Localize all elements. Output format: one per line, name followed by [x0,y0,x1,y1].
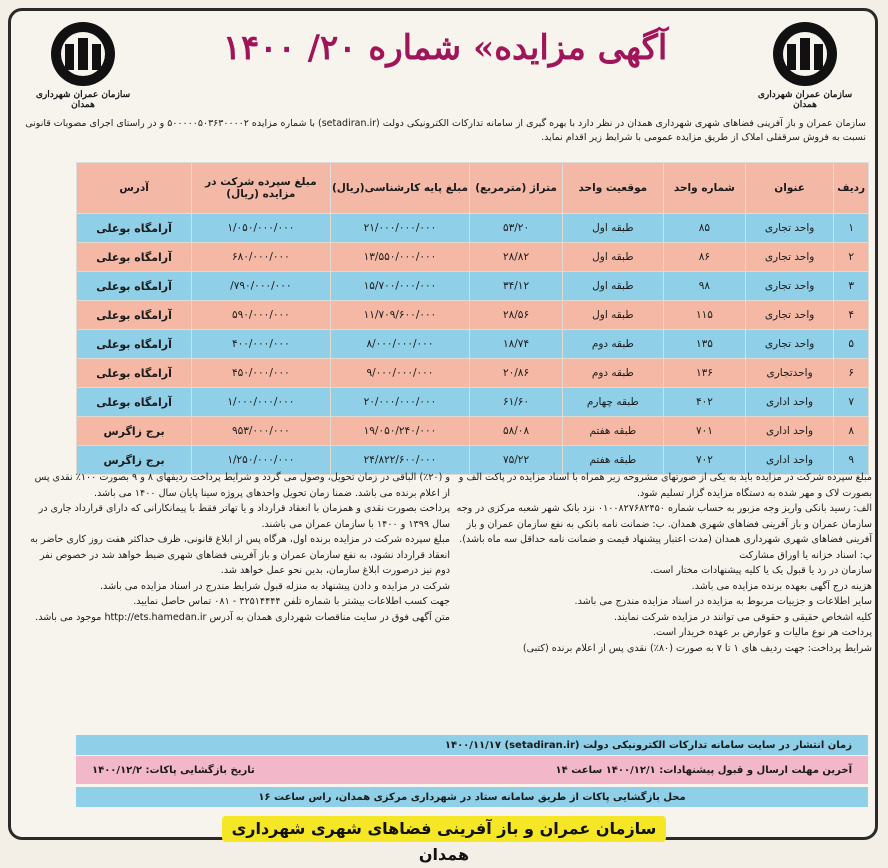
cell-unit-location: طبقه اول [562,214,663,243]
table-row [77,359,869,388]
table-header-row [77,163,869,214]
cell-base-price: ۲۱/۰۰۰/۰۰۰/۰۰۰ [330,214,470,243]
cell-area: ۲۸/۸۲ [470,243,562,272]
cell-unit-location: طبقه هفتم [562,446,663,475]
cell-deposit: ۷۹۰/۰۰۰/۰۰۰/ [192,272,330,301]
cell-deposit: ۴۰۰/۰۰۰/۰۰۰ [192,330,330,359]
cell-unit-number: ۷۰۲ [663,446,745,475]
cell-unit-number: ۸۶ [663,243,745,272]
organization-logo-left [28,18,138,113]
term-item: مبلغ سپرده شرکت در مزایده برنده اول، هرگاه پس از ابلاغ قانونی، ظرف حداکثر هفت روز کاری حاضر به انعقاد قرارداد نشود، به نفع سازمان عمران و باز آفرینی فضاهای شهری ضبط خواهد شد در خصوص نفر دوم نیز درصورت ابلاغ سازمان، بدین نحو عمل خواهد شد. [30,534,450,576]
header-area: متراژ (مترمربع) [470,163,562,214]
term-item: الف: رسید بانکی واریز وجه مزبور به حساب شماره ۰۱۰۰۸۲۷۶۸۲۴۵۰ نزد بانک شهر شعبه مرکزی در وجه سازمان عمران و باز آفرینی فضاهای شهری همدان. ب: ضمانت نامه بانکی به نفع سازمان عمران و باز آفرینی فضاهای شهری شهرداری همدان (مدت اعتبار پیشنهاد قیمت و ضمانت نامه حداقل سه ماه باشد). پ: اسناد خزانه یا اوراق مشارکت [456,503,872,561]
cell-row-number: ۸ [834,417,869,446]
term-item: سازمان در رد یا قبول یک یا کلیه پیشنهادات مختار است. [650,565,872,576]
cell-unit-location: طبقه اول [562,272,663,301]
cell-address: برج زاگرس [77,417,192,446]
cell-unit-number: ۴۰۲ [663,388,745,417]
footer-organization-name: سازمان عمران و باز آفرینی فضاهای شهری شهرداری همدان [222,816,666,842]
cell-title: واحد تجاری [745,301,833,330]
term-item: کلیه اشخاص حقیقی و حقوقی می توانند در مزایده شرکت نمایند. [613,611,872,623]
cell-area: ۶۱/۶۰ [470,388,562,417]
cell-title: واحد اداری [745,417,833,446]
terms-left-column [30,470,450,625]
intro-paragraph: سازمان عمران و باز آفرینی فضاهای شهری شهرداری همدان در نظر دارد با بهره گیری از سامانه تدارکات الکترونیکی دولت (setadiran.ir) با شماره مزایده ۵۰۰۰۰۰۵۰۳۶۳۰۰۰۰۲ و در راستای اجرای مصوبات قانونی نسبت به فروش سرقفلی املاک از طریق مزایده عمومی با شرایط زیر اقدام نماید. [25,118,866,143]
deadline-bar [76,756,868,784]
cell-row-number: ۳ [834,272,869,301]
cell-deposit: ۵۹۰/۰۰۰/۰۰۰ [192,301,330,330]
cell-area: ۲۰/۸۶ [470,359,562,388]
cell-unit-location: طبقه دوم [562,330,663,359]
cell-title: واحد تجاری [745,272,833,301]
table-row [77,301,869,330]
auction-items-table [76,162,869,475]
cell-row-number: ۵ [834,330,869,359]
term-item: مبلغ سپرده شرکت در مزایده باید به یکی از صورتهای مشروحه زیر همراه با اسناد مزایده در پاکت الف و بصورت لاک و مهر شده به دستگاه مزایده گزار تسلیم شود. [458,472,872,499]
term-item: جهت کسب اطلاعات بیشتر با شماره تلفن ۳۲۵۱۴۴۴۴ - ۰۸۱ تماس حاصل نمایید. [133,596,450,607]
table-row [77,272,869,301]
term-item: پرداخت بصورت نقدی و همزمان با انعقاد قرارداد و یا تهاتر فقط با پیمانکارانی که دارای قرارداد جاری در سال ۱۳۹۹ و ۱۴۰۰ با سازمان عمران می باشند. [38,503,450,530]
header-row-number: ردیف [834,163,869,214]
cell-area: ۵۸/۰۸ [470,417,562,446]
term-item: و (۲۰٪) الباقی در زمان تحویل، وصول می گردد و شرایط پرداخت ردیفهای ۸ و ۹ بصورت ۱۰۰٪ نقدی پس از اعلام برنده می باشد. ضمنا زمان تحویل واحدهای پروژه سینا پایان سال ۱۴۰۰ می باشد. [34,472,450,499]
cell-unit-location: طبقه دوم [562,359,663,388]
cell-area: ۱۸/۷۴ [470,330,562,359]
opening-place-bar [76,787,868,807]
header-base-price: مبلغ پایه کارشناسی(ریال) [330,163,470,214]
cell-area: ۷۵/۲۲ [470,446,562,475]
cell-unit-number: ۱۳۵ [663,330,745,359]
cell-address: آرامگاه بوعلی [77,388,192,417]
cell-title: واحد تجاری [745,243,833,272]
term-item: شرکت در مزایده و دادن پیشنهاد به منزله قبول شرایط مندرج در اسناد مزایده می باشد. [100,580,450,592]
cell-base-price: ۲۰/۰۰۰/۰۰۰/۰۰۰ [330,388,470,417]
cell-area: ۳۴/۱۲ [470,272,562,301]
header-address: آدرس [77,163,192,214]
cell-unit-number: ۱۳۶ [663,359,745,388]
cell-address: برج زاگرس [77,446,192,475]
cell-unit-number: ۹۸ [663,272,745,301]
cell-deposit: ۱/۰۰۰/۰۰۰/۰۰۰ [192,388,330,417]
cell-row-number: ۷ [834,388,869,417]
cell-area: ۲۸/۵۶ [470,301,562,330]
term-item: پرداخت هر نوع مالیات و عوارض بر عهده خریدار است. [652,627,872,638]
cell-deposit: ۱/۲۵۰/۰۰۰/۰۰۰ [192,446,330,475]
opening-date-text: تاریخ بازگشایی پاکات: ۱۴۰۰/۱۲/۲ [92,764,255,776]
cell-base-price: ۲۴/۸۲۲/۶۰۰/۰۰۰ [330,446,470,475]
cell-row-number: ۴ [834,301,869,330]
cell-deposit: ۶۸۰/۰۰۰/۰۰۰ [192,243,330,272]
table-row [77,417,869,446]
cell-deposit: ۴۵۰/۰۰۰/۰۰۰ [192,359,330,388]
cell-title: واحد تجاری [745,214,833,243]
term-item: شرایط پرداخت: جهت ردیف های ۱ تا ۷ به صورت (۸۰٪) نقدی پس از اعلام برنده (کتبی) [522,642,872,654]
table-row [77,388,869,417]
term-item: هزینه درج آگهی بعهده برنده مزایده می باشد. [691,580,872,592]
cell-deposit: ۱/۰۵۰/۰۰۰/۰۰۰ [192,214,330,243]
cell-unit-number: ۸۵ [663,214,745,243]
cell-row-number: ۶ [834,359,869,388]
cell-address: آرامگاه بوعلی [77,243,192,272]
cell-base-price: ۸/۰۰۰/۰۰۰/۰۰۰ [330,330,470,359]
cell-area: ۵۳/۲۰ [470,214,562,243]
page-title: آگهی مزایده» شماره ۲۰/ ۱۴۰۰ [222,28,668,68]
cell-unit-location: طبقه اول [562,243,663,272]
logo-emblem-icon [759,18,851,88]
cell-address: آرامگاه بوعلی [77,359,192,388]
cell-unit-number: ۷۰۱ [663,417,745,446]
cell-base-price: ۱۹/۰۵۰/۲۴۰/۰۰۰ [330,417,470,446]
cell-address: آرامگاه بوعلی [77,272,192,301]
table-row [77,243,869,272]
header-title: عنوان [745,163,833,214]
header-unit-location: موقعیت واحد [562,163,663,214]
cell-title: واحد اداری [745,388,833,417]
cell-address: آرامگاه بوعلی [77,301,192,330]
cell-title: واحد تجاری [745,330,833,359]
cell-unit-location: طبقه اول [562,301,663,330]
terms-right-column [452,470,872,656]
cell-base-price: ۱۳/۵۵۰/۰۰۰/۰۰۰ [330,243,470,272]
cell-base-price: ۱۵/۷۰۰/۰۰۰/۰۰۰ [330,272,470,301]
publish-date-text: زمان انتشار در سایت سامانه تدارکات الکترونیکی دولت (setadiran.ir) ۱۴۰۰/۱۱/۱۷ [444,739,852,751]
cell-row-number: ۱ [834,214,869,243]
logo-caption-right: سازمان عمران شهرداری همدان [757,90,853,110]
publish-date-bar [76,735,868,755]
term-item: سایر اطلاعات و جزییات مربوط به مزایده در اسناد مزایده مندرج می باشد. [574,596,872,607]
cell-row-number: ۹ [834,446,869,475]
header-unit-number: شماره واحد [663,163,745,214]
cell-address: آرامگاه بوعلی [77,214,192,243]
cell-base-price: ۹/۰۰۰/۰۰۰/۰۰۰ [330,359,470,388]
cell-title: واحد اداری [745,446,833,475]
term-item: متن آگهی فوق در سایت مناقصات شهرداری همدان به آدرس http://ets.hamedan.ir موجود می باشد. [35,611,450,623]
opening-place-text: محل بازگشایی پاکات از طریق سامانه ستاد در شهرداری مرکزی همدان، راس ساعت ۱۶ [258,791,686,803]
cell-base-price: ۱۱/۷۰۹/۶۰۰/۰۰۰ [330,301,470,330]
cell-address: آرامگاه بوعلی [77,330,192,359]
table-row [77,330,869,359]
deadline-text: آخرین مهلت ارسال و قبول پیشنهادات: ۱۴۰۰/۱۲/۱ ساعت ۱۴ [555,764,852,776]
cell-unit-number: ۱۱۵ [663,301,745,330]
logo-emblem-icon [37,18,129,88]
cell-deposit: ۹۵۳/۰۰۰/۰۰۰ [192,417,330,446]
header-deposit: مبلغ سپرده شرکت در مزایده (ریال) [192,163,330,214]
cell-title: واحدتجاری [745,359,833,388]
logo-caption-left: سازمان عمران شهرداری همدان [35,90,131,110]
table-row [77,214,869,243]
organization-logo-right [750,18,860,113]
cell-unit-location: طبقه چهارم [562,388,663,417]
cell-unit-location: طبقه هفتم [562,417,663,446]
cell-row-number: ۲ [834,243,869,272]
